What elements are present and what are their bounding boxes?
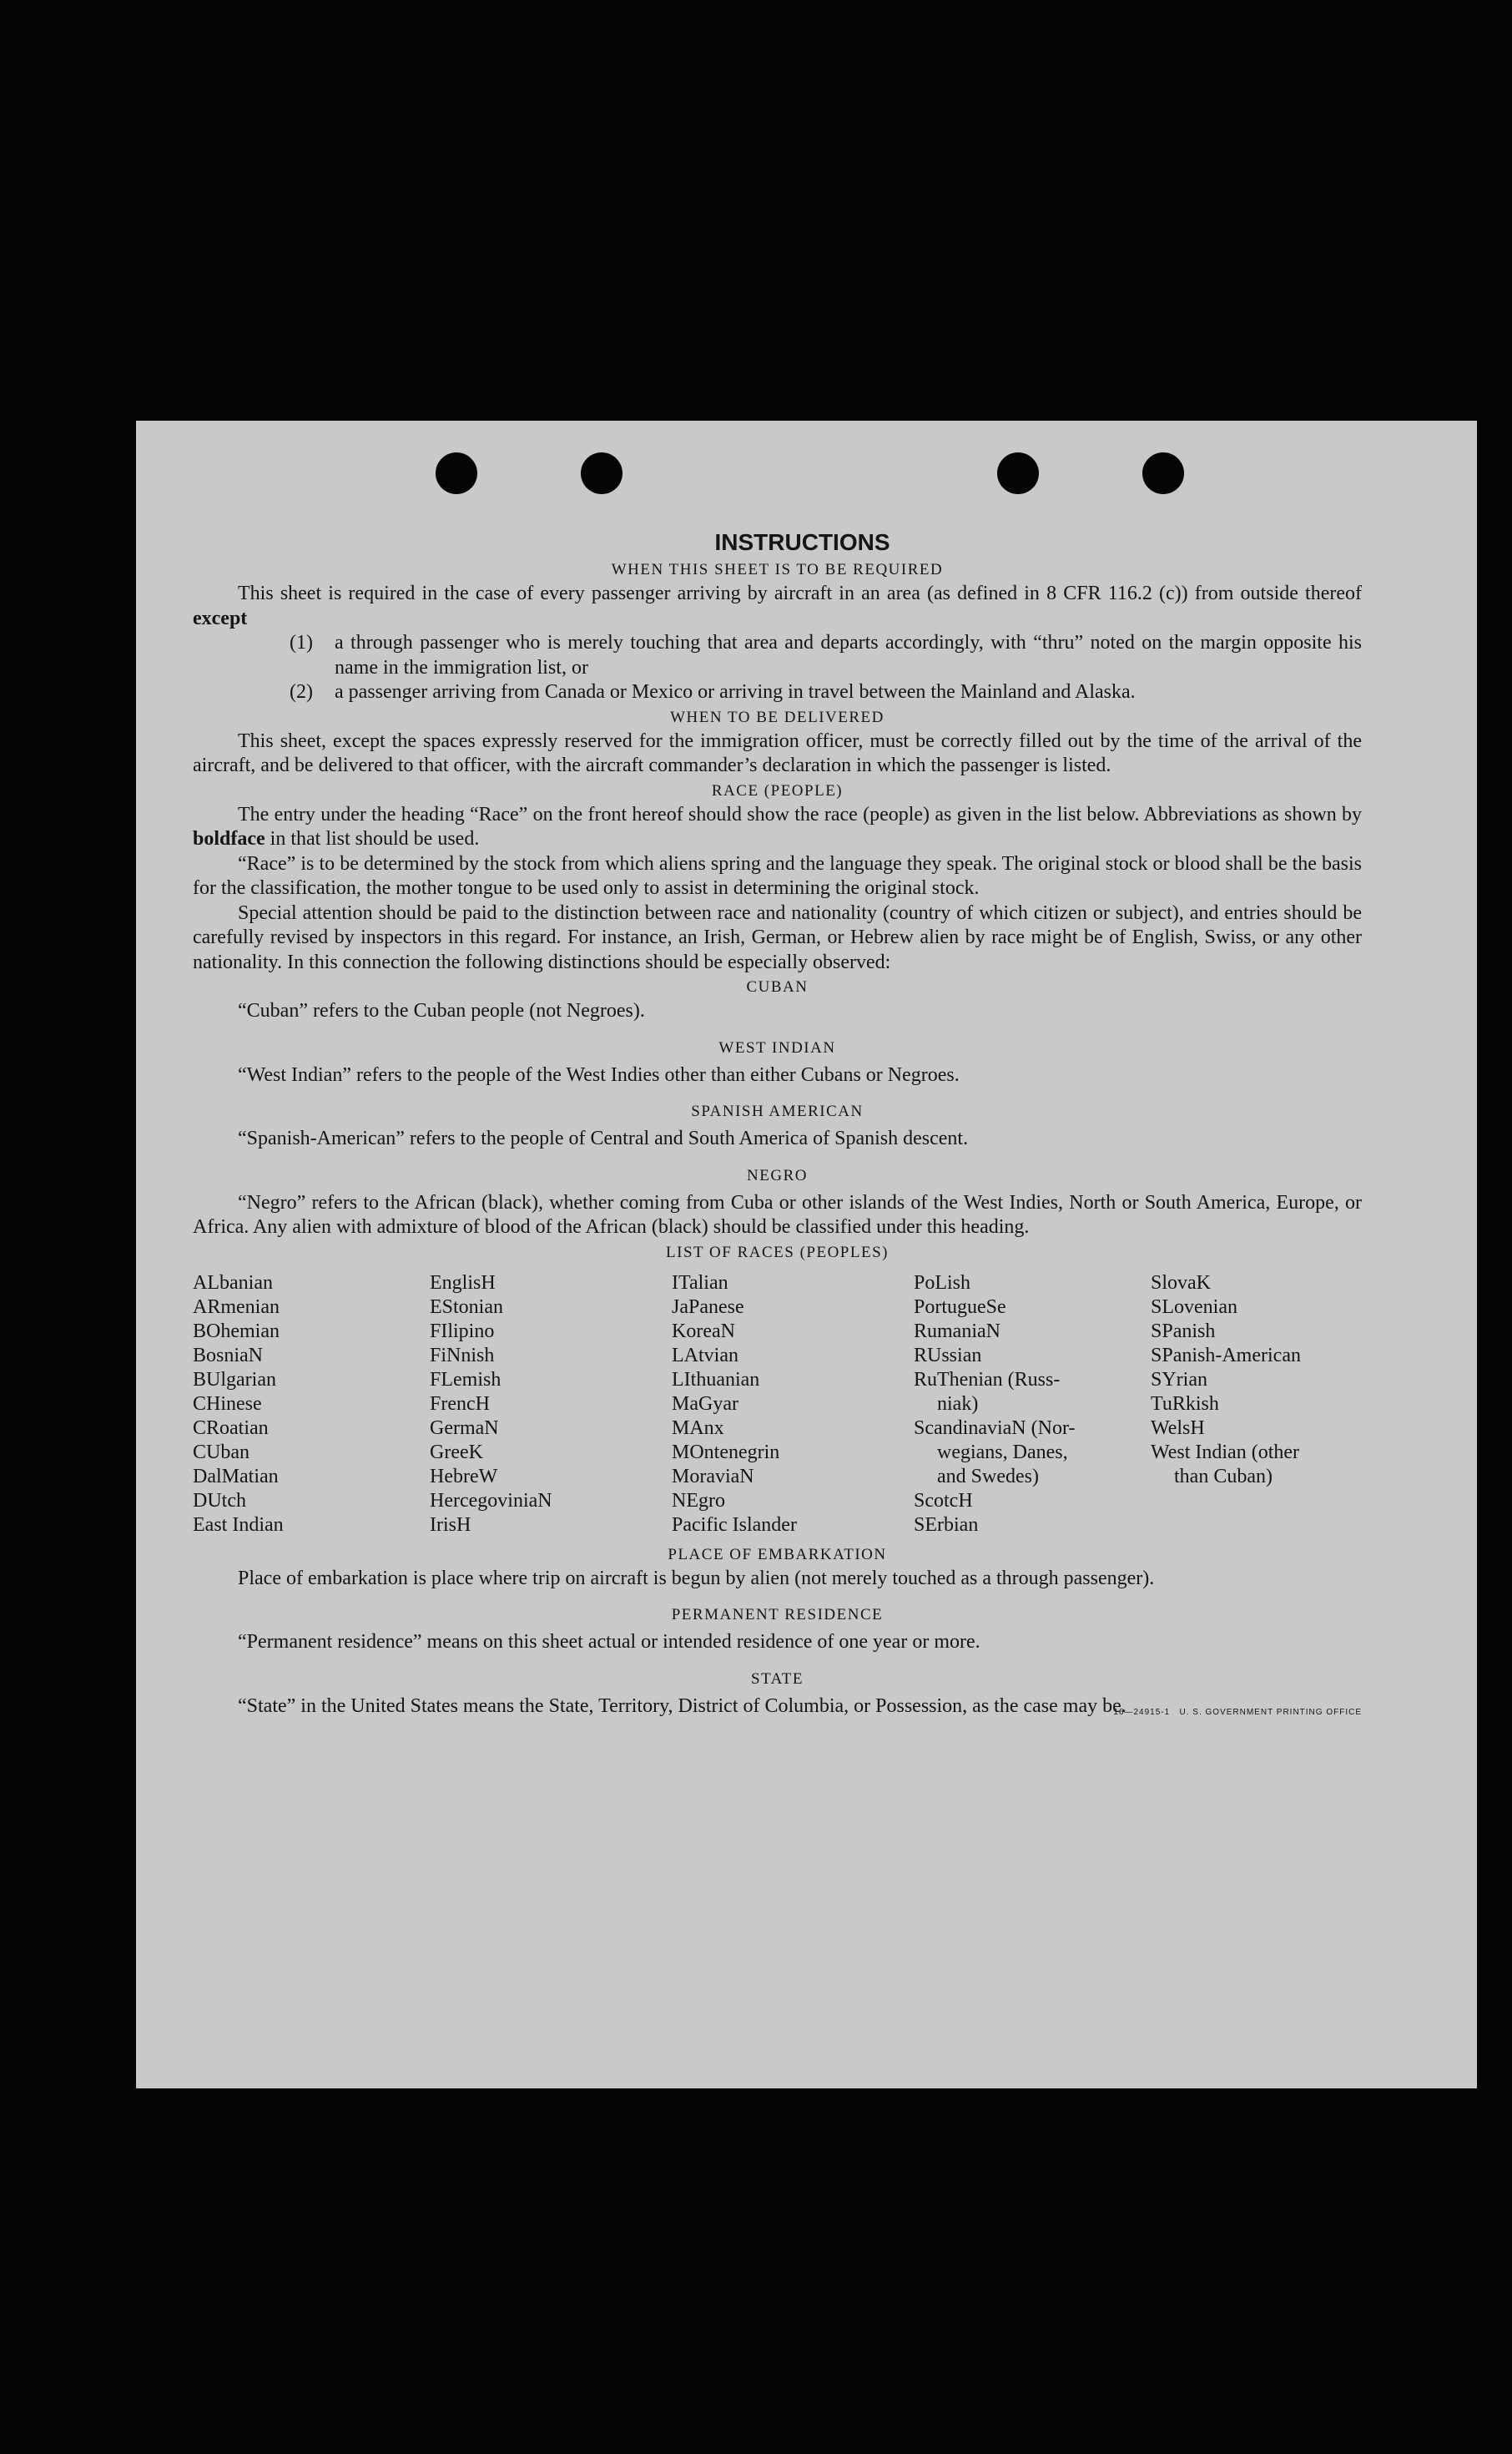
race-item: RumaniaN (914, 1320, 1000, 1342)
race-item: HebreW (430, 1465, 498, 1487)
race-item: FLemish (430, 1368, 501, 1391)
race-column (1151, 1271, 1362, 1538)
race-item: wegians, Danes, (937, 1441, 1068, 1463)
race-item: MAnx (672, 1416, 724, 1439)
race-paragraph-1: The entry under the heading “Race” on the front hereof should show the race (people) as given in the list below. Abbreviations as shown by boldface in that list should be used. (193, 803, 1362, 850)
race-item: Pacific Islander (672, 1513, 797, 1536)
section-heading-state: STATE (751, 1669, 804, 1688)
race-item: than Cuban) (1174, 1465, 1273, 1487)
race-item: East Indian (193, 1513, 284, 1536)
race-item: RUssian (914, 1344, 982, 1366)
race-item: TuRkish (1151, 1392, 1219, 1415)
punch-hole (581, 452, 622, 494)
race-item: JaPanese (672, 1295, 744, 1318)
delivered-text: This sheet, except the spaces expressly reserved for the immigration officer, must be correctly filled out by the time of the arrival of the aircraft, and be delivered to that officer, with the aircraft commander’s declaration in which the passenger is listed. (193, 730, 1362, 776)
section-heading-residence: PERMANENT RESIDENCE (671, 1606, 884, 1623)
race-item: niak) (937, 1392, 979, 1415)
race-item: FrencH (430, 1392, 490, 1415)
punch-hole (436, 452, 477, 494)
race-item: ALbanian (193, 1271, 273, 1294)
form-imprint (1113, 1700, 1362, 1725)
race-column (914, 1271, 1151, 1538)
race-item: CRoatian (193, 1416, 269, 1439)
race-item: MaGyar (672, 1392, 738, 1415)
race-item: RuThenian (Russ- (914, 1368, 1061, 1391)
form-number: 16—24915-1 (1113, 1708, 1171, 1717)
race-item: DUtch (193, 1489, 246, 1512)
race-item: EStonian (430, 1295, 503, 1318)
west-indian-text: “West Indian” refers to the people of the West Indies other than either Cubans or Negroes. (238, 1063, 960, 1086)
embarkation-text: Place of embarkation is place where trip on aircraft is begun by alien (not merely touched as a through passenger). (238, 1567, 1155, 1589)
race-item: FIlipino (430, 1320, 495, 1342)
race-item: EnglisH (430, 1271, 496, 1294)
exception-item: (1) a through passenger who is merely touching that area and departs accordingly, with “thru” noted on the margin opposite his name in the immigration list, or (290, 632, 1362, 679)
race-item: BUlgarian (193, 1368, 276, 1391)
race-paragraph-2: “Race” is to be determined by the stock from which aliens spring and the language they speak. The original stock or blood shall be the basis for the classification, the mother tongue to be used only to assist in determining the original stock. (193, 852, 1362, 899)
race-item: PortugueSe (914, 1295, 1006, 1318)
race-list (193, 1271, 1362, 1538)
state-text: “State” in the United States means the State, Territory, District of Columbia, or Possession, as the case may be. (238, 1694, 1126, 1717)
race-item: SPanish-American (1151, 1344, 1301, 1366)
race-column (672, 1271, 914, 1538)
race-item: LAtvian (672, 1344, 738, 1366)
race-item: West Indian (other (1151, 1441, 1300, 1463)
section-heading-required: WHEN THIS SHEET IS TO BE REQUIRED (611, 561, 944, 578)
required-intro: This sheet is required in the case of every passenger arriving by aircraft in an area (as defined in 8 CFR 116.2 (c)) from outside thereof except (193, 583, 1362, 629)
race-item: CHinese (193, 1392, 262, 1415)
race-item: MOntenegrin (672, 1441, 780, 1463)
section-heading-negro: NEGRO (747, 1166, 808, 1184)
printer-imprint: U. S. GOVERNMENT PRINTING OFFICE (1179, 1708, 1362, 1717)
instruction-sheet (136, 421, 1477, 2088)
spanish-american-text: “Spanish-American” refers to the people of Central and South America of Spanish descent. (238, 1128, 969, 1149)
race-item: and Swedes) (937, 1465, 1039, 1487)
section-heading-cuban: CUBAN (746, 978, 809, 996)
race-item: ITalian (672, 1271, 728, 1294)
race-item: KoreaN (672, 1320, 735, 1342)
race-item: BosniaN (193, 1344, 263, 1366)
page-title: INSTRUCTIONS (714, 529, 890, 555)
race-item: BOhemian (193, 1320, 280, 1342)
section-heading-races: LIST OF RACES (PEOPLES) (666, 1243, 889, 1261)
race-item: GermaN (430, 1416, 499, 1439)
race-item: IrisH (430, 1513, 471, 1536)
race-paragraph-3: Special attention should be paid to the distinction between race and nationality (country of which citizen or subject), and entries should be carefully revised by inspectors in this regard. For instance, an Irish, German, or Hebrew alien by race might be of English, Swiss, or any other nationality. In this connection the following distinctions should be especially observed: (193, 901, 1362, 973)
cuban-text: “Cuban” refers to the Cuban people (not Negroes). (238, 1000, 645, 1022)
race-item: MoraviaN (672, 1465, 754, 1487)
exception-item: (2) a passenger arriving from Canada or Mexico or arriving in travel between the Mainland and Alaska. (290, 681, 1136, 703)
punch-hole (1142, 452, 1184, 494)
race-item: SPanish (1151, 1320, 1216, 1342)
section-heading-race: RACE (PEOPLE) (711, 781, 844, 800)
race-item: CUban (193, 1441, 249, 1463)
section-heading-delivered: WHEN TO BE DELIVERED (670, 708, 885, 726)
residence-text: “Permanent residence” means on this sheet actual or intended residence of one year or more. (238, 1631, 980, 1653)
section-heading-spanish-american: SPANISH AMERICAN (691, 1103, 864, 1120)
race-column (193, 1271, 430, 1538)
section-heading-embarkation: PLACE OF EMBARKATION (668, 1545, 887, 1563)
instructions-body (193, 528, 1362, 1719)
race-item: SlovaK (1151, 1271, 1211, 1294)
race-item: ScandinaviaN (Nor- (914, 1416, 1076, 1439)
negro-text: “Negro” refers to the African (black), whether coming from Cuba or other islands of the West Indies, North or South America, Europe, or Africa. Any alien with admixture of blood of the African (black) should be classified under this heading. (193, 1191, 1362, 1238)
race-item: PoLish (914, 1271, 971, 1294)
race-item: SLovenian (1151, 1295, 1237, 1318)
race-item: NEgro (672, 1489, 725, 1512)
race-item: SErbian (914, 1513, 979, 1536)
race-column (430, 1271, 672, 1538)
punch-hole (997, 452, 1039, 494)
race-item: WelsH (1151, 1416, 1205, 1439)
race-item: SYrian (1151, 1368, 1207, 1391)
section-heading-west-indian: WEST INDIAN (718, 1038, 836, 1057)
race-item: DalMatian (193, 1465, 279, 1487)
race-item: FiNnish (430, 1344, 495, 1366)
race-item: ARmenian (193, 1295, 280, 1318)
race-item: LIthuanian (672, 1368, 760, 1391)
race-item: ScotcH (914, 1489, 973, 1512)
race-item: HercegoviniaN (430, 1489, 552, 1512)
race-item: GreeK (430, 1441, 483, 1463)
